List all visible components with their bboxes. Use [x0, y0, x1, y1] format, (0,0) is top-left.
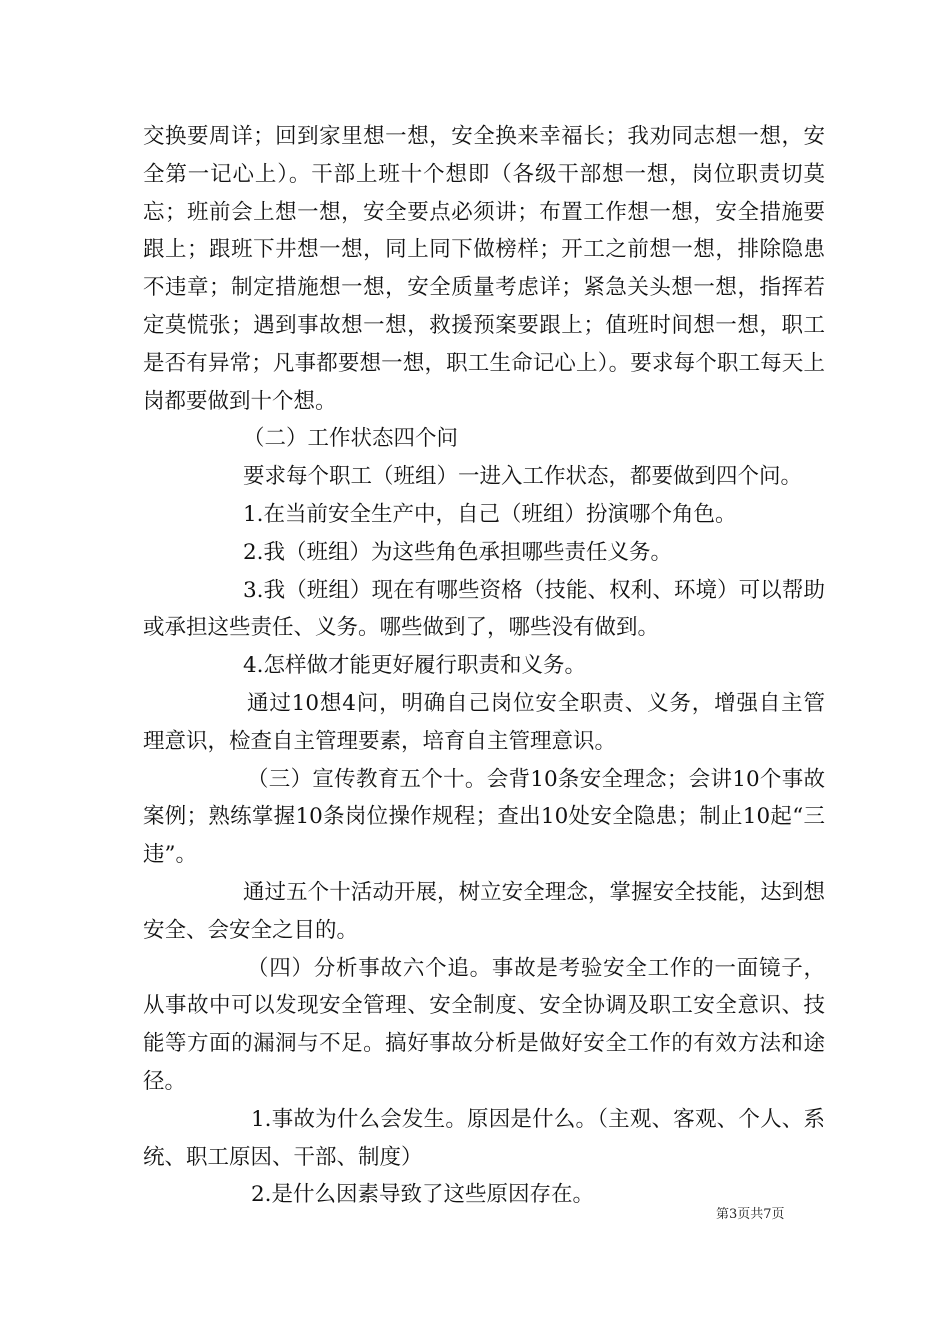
paragraph-four-questions-intro: 要求每个职工（班组）一进入工作状态，都要做到四个问。: [243, 464, 803, 490]
paragraph-five-tens: （三）宣传教育五个十。会背10条安全理念；会讲10个事故案例；熟练掌握10条岗位操作规程；查出10处安全隐患；制止10起“三违”。: [143, 766, 825, 868]
paragraph-ten-four-summary: 通过10想4问，明确自己岗位安全职责、义务，增强自主管理意识，检查自主管理要素，培育自主管理意识。: [143, 690, 825, 754]
paragraph-ten-thoughts: 交换要周详；回到家里想一想，安全换来幸福长；我劝同志想一想，安全第一记心上）。干部上班十个想即（各级干部想一想，岗位职责切莫忘；班前会上想一想，安全要点必须讲；布置工作想一想，安全措施要跟上；跟班下井想一想，同上同下做榜样；开工之前想一想，排除隐患不违章；制定措施想一想，安全质量考虑详；紧急关头想一想，指挥若定莫慌张；遇到事故想一想，救援预案要跟上；值班时间想一想，职工是否有异常；凡事都要想一想，职工生命记心上）。要求每个职工每天上岗都要做到十个想。: [143, 124, 825, 414]
list-item-question-1: 1.在当前安全生产中，自己（班组）扮演哪个角色。: [243, 501, 737, 527]
list-item-question-4: 4.怎样做才能更好履行职责和义务。: [243, 653, 587, 679]
paragraph-six-pursuits: （四）分析事故六个追。事故是考验安全工作的一面镜子，从事故中可以发现安全管理、安全制度、安全协调及职工安全意识、技能等方面的漏洞与不足。搞好事故分析是做好安全工作的有效方法和途径。: [143, 955, 825, 1094]
section-heading-four-questions: （二）工作状态四个问: [243, 426, 459, 452]
list-item-question-3: 3.我（班组）现在有哪些资格（技能、权利、环境）可以帮助或承担这些责任、义务。哪些做到了，哪些没有做到。: [143, 577, 825, 641]
paragraph-five-tens-summary: 通过五个十活动开展，树立安全理念，掌握安全技能，达到想安全、会安全之目的。: [143, 879, 825, 943]
list-item-question-2: 2.我（班组）为这些角色承担哪些责任义务。: [243, 539, 673, 565]
list-item-pursuit-1: 1.事故为什么会发生。原因是什么。（主观、客观、个人、系统、职工原因、干部、制度）: [143, 1106, 825, 1170]
list-item-pursuit-2: 2.是什么因素导致了这些原因存在。: [251, 1182, 595, 1208]
document-body: [143, 118, 825, 1214]
page-number-footer: 第3页共7页: [716, 1207, 785, 1222]
